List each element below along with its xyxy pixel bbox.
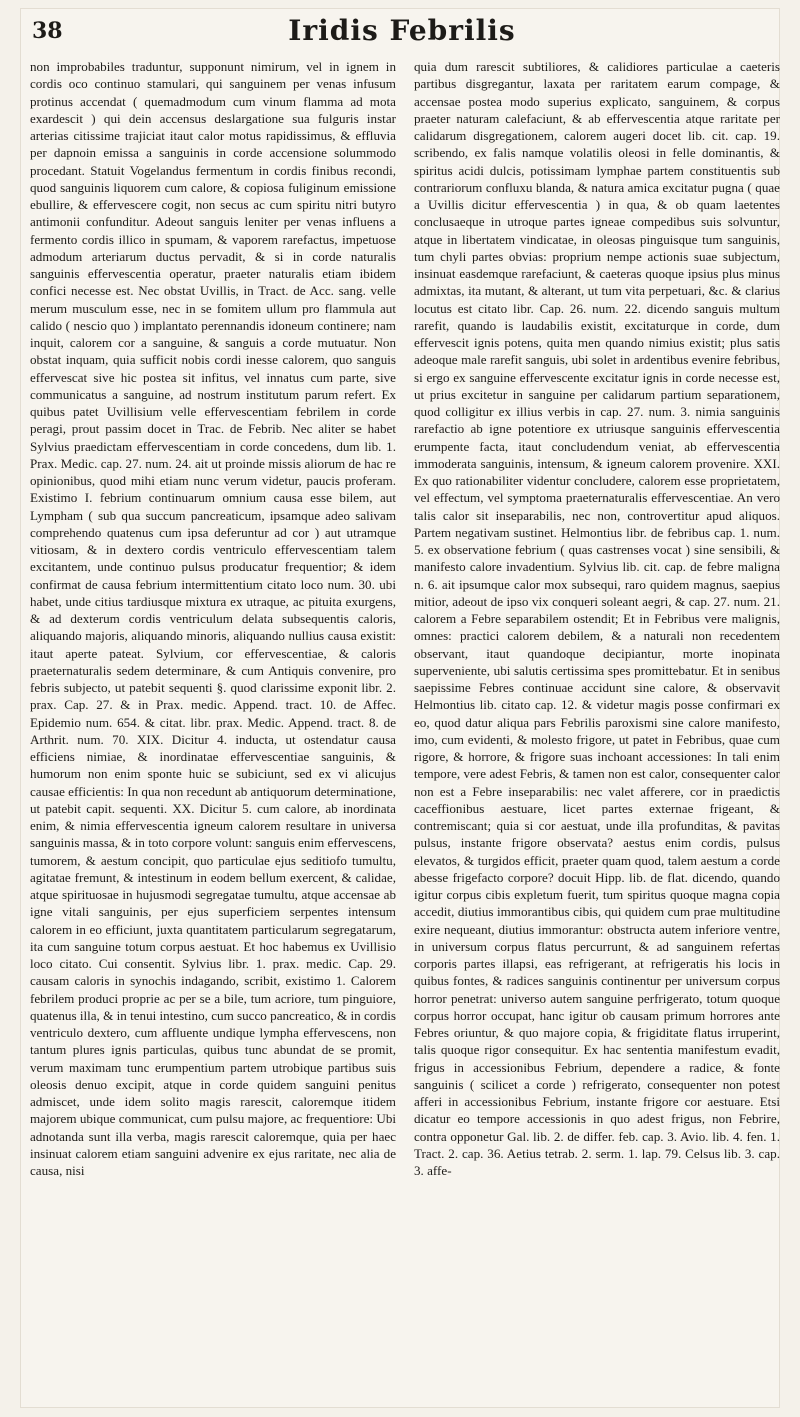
text-columns [30, 58, 780, 1398]
left-column-text: non improbabiles traduntur, supponunt nimirum, vel in ignem in cordis oco continuo stamulari, qui sanguinem per venas infusum protinus accendat ( quemadmodum cum vinum flamma ad mota exardescit ) qui dein accensus deslargatione sua fulguris instar arterias citissime trajiciat itaut calor motus rapidissimus, & effluvia per dapnoin emissa a sanguinis in corde accensione solummodo procedant. Statuit Vogelandus fermentum in cordis finibus recondi, quod sanguinis liquorem cum calore, & copiosa fuliginum emissione ebullire, & effervescere cogit, non secus ac cum spiritu nitri butyro antimonii confunditur. Adeout sanguis leniter per venas influens a fermento cordis illico in spumam, & vaporem rarefactus, impetuose admodum arteriarum ductus pervadit, & si in corde naturalis sanguinis effervescentia operatur, praeter naturalis etiam ibidem confici necesse est. Nec obstat Uvillis, in Tract. de Acc. sang. velle merum musculum esse, nec in se fomitem ullum pro flammula aut calido ( nescio quo ) implantato perennandis idoneum continere; nam inquit, calorem cor a sanguine, & sanguis a corde mutuatur. Non obstat inquam, quia sufficit nobis cordi inesse calorem, quo sanguis effervescat sive hic postea sit infitus, vel innatus cum parte, sive communicatus a sanguine, ad nostrum institutum parum refert. Ex quibus patet Uvillisium velle effervescentiam febrilem in corde peragi, prout passim docet in Trac. de Febrib. Nec aliter se habet Sylvius praedictam effervescentiam in corde concedens, dum lib. 1. Prax. Medic. cap. 27. num. 24. ait ut proinde missis aliorum de hac re opinionibus, quod mihi etiam nunc verum videtur, paucis proferam. Existimo I. febrium continuarum omnium causa esse bilem, aut Lympham ( sub qua succum pancreaticum, ipsamque adeo salivam comprehendo quatenus cum ipsa deferuntur ad cor ) aut utramque vitiosam, & in dextero cordis ventriculo effervescentiam talem excitantem, unde continuo pulsus producatur frequentior; & idem confirmat de causa febrium intermittentium citato loco num. 30. ubi habet, unde citius tardiusque mixtura ex utraque, ac pituita exurgens, & ad dexterum cordis ventriculum delata subsequentis caloris, aliquando majoris, aliquando minoris, aliquando nullius causa existit: itaut aperte pateat. Sylvium, cor effervescentiae, & caloris praeternaturalis sedem determinare, & cum Antiquis convenire, pro febris subjecto, ut patebit sequenti §. quod clarissime exponit libr. 2. prax. Cap. 27. & in Prax. medic. Append. tract. 10. de Affec. Epidemio num. 654. & citat. libr. prax. Medic. Append. tract. 8. de Arthrit. num. 70. XIX. Dicitur 4. inducta, ut ostendatur causa efficiens nimiae, & inordinatae effervescentiae sanguinis, & humorum non enim sponte huic se subiciunt, sed ex vi alicujus causae efficientis: In qua non recedunt ab antiquorum determinatione, ut patebit capit. sequenti. XX. Dicitur 5. cum calore, ab inordinata enim, & nimia effervescentia igneum calorem resultare in universa sanguinis massa, & in toto corpore volunt: sanguis enim effervescens, tumorem, & aestum concipit, quo particulae ejus seditiofo tumultu, agitatae fremunt, & intestinum in eodem bellum exercent, & calidae, atque spirituosae in hujusmodi segregatae tumultu, atque accensae ab igne vitali sanguinis, per ejus superficiem serpentes intensum calorem in eo efficiunt, juxta quantitatem particularum segregatarum, ita cum sanguine totum corpus aestuat. Et hoc habemus ex Uvillisio loco citato. Cui consentit. Sylvius libr. 1. prax. medic. Cap. 29. causam caloris in synochis indagando, scribit, existimo 1. Calorem febrilem produci proprie ac per se a bile, tum acriore, tum pinguiore, quatenus illa, & in tenui intestino, cum succo pancreatico, & in cordis ventriculo dextero, cum affluente undique lympha effervescens, non tantum plures ignis particulas, quibus tunc abundat de se promit, verum maximam tunc erumpentium partem utrobique partibus suis oleosis denuo excipit, atque in corde quidem sanguini penitus admiscet, unde idem solito magis rarescit, caloremque itidem majorem ubique communicat, cum pulsu majore, ac frequentiore: Ubi adnotanda sunt illa verba, magis rarescit caloremque, quia per haec insinuat calorem etiam sanguini advenire ex ejus raritate, nec alia de causa, nisi [30, 59, 396, 1178]
page-number: 38 [32, 18, 63, 44]
right-column [414, 58, 780, 1398]
left-column [30, 58, 396, 1398]
right-column-text: quia dum rarescit subtiliores, & calidiores particulae a caeteris partibus disgregantur, laxata per raritatem earum compage, & accensae postea modo superius explicato, sanguinem, & corpus praeter naturam calefaciunt, & ab effervescentia atque raritate per calidarum disgregationem, calorem augeri docet lib. cit. cap. 19. scribendo, ex falis namque volatilis oleosi in felle dominantis, & spiritus acidi dulcis, potissimam lymphae partem constituentis sub contrariorum confluxu blanda, & natura amica excitatur pugna ( quae a Uvillis dicitur effervescentia ) in qua, & ob quam laetentes conclusaeque in utroque partes igneae compedibus suis solvuntur, atque in libertatem vindicatae, in oleosas pinguisque tum sanguinis, tum chyli partes obvias: proprium nempe actionis suae subjectum, insinuat easdemque rarefaciunt, & caeteras quoque ipsius plus minus admixtas, ita mutant, & alterant, ut tum vita perpetuari, &c. & clarius locutus est citato libr. Cap. 26. num. 22. dicendo sanguis multum rarefit, quando is laudabilis existit, excitaturque in corde, dum effervescit ignis potens, quita men quando nimius existit; plus satis adeoque male rarefit sanguis, ubi solet in ardentibus evenire febribus, si ergo ex sanguine effervescente excitatur ignis in corde necesse est, ut prius excitetur in sanguine per calidarum partium separationem, quod colligitur ex illius verbis in cap. 27. num. 3. nimia sanguinis rarefactio ab igne potentiore ex utriusque sanguinis effervescentia erumpente facta, itaut concludendum veniat, ab effervescentia immoderata sanguinis, intensum, & igneum calorem provenire. XXI. Ex quo rationabiliter videntur concludere, calorem esse proprietatem, vel effectum, vel symptoma praeternaturalis effervescentiae. An vero talis calor sit inseparabilis, nec non, controvertitur apud aliquos. Partem negativam sustinet. Helmontius libr. de febribus cap. 1. num. 5. ex observatione febrium ( quas castrenses vocat ) sine sensibili, & manifesto calore invadentium. Sylvius lib. cit. cap. de febre maligna n. 6. ait ipsumque calor mox subsequi, raro quidem magnus, saepius mitior, adeout de ipso vix conqueri soleant aegri, & cap. 27. num. 21. calorem a Febre separabilem ostendit; Et in Febribus vere malignis, omnes: practici calorem debilem, & a naturali non recedentem observant, itaut quandoque decipiantur, morte inopinata superveniente, ubi salutis certissima spes promittebatur. Et in senibus saepissime Febres continuae accidunt sine calore, & observavit Helmontius lib. citato cap. 12. & videtur magis posse confirmari ex eo, quod datur aliqua pars Febrilis paroxismi sine calore manifesto, imo, cum evidenti, & molesto frigore, ut patet in Febribus, quae cum rigore, & horrore, & frigore suas inchoant accessiones: In tali enim tempore, vere adest Febris, & tamen non est calor, consequenter calor non est a Febre inseparabilis: nec valet afferere, cor in praedictis caceffionibus aestuare, licet partes externae frigeant, & contremiscant; quia si cor aestuat, unde illa profunditas, & pavitas pulsus, instante frigore observata? aestus enim cordis, pulsus elevatos, & turgidos efficit, praeter quam quod, talem aestum a corde abesse frigefacto corpore? docuit Hipp. lib. de flat. dicendo, quando igitur corpus cibis expletum fuerit, tum spiritus quoque magna copia accedit, diutius immorantibus cibis, qui quidem cum prae multitudine exire nequeant, diutius immorantur: obstructa autem inferiore ventre, in universum corpus flatus percurrunt, & ad sanguinem refertas corporis partes illapsi, eas refrigerant, at refrigeratis his locis in quibus fontes, & radices sanguinis continentur per universum corpus horror penetrat: universo autem sanguine perfrigerato, totum quoque corpus horror occupat, hanc igitur ob causam primum horrores ante Febres oriuntur, & quo majore copia, & frigiditate flatus irruperint, talis quoque rigor consequitur. Ex hac sententia manifestum evadit, frigus in accessionibus Febrium, dependere a radice, & fonte sanguinis ( scilicet a corde ) refrigerato, consequenter non potest afferi in accessionibus Febrium, instante frigore cor aestuare. Etsi dicatur eo tempore accessionis in quo adest frigus, non Febrire, contra opponetur Gal. lib. 2. de differ. feb. cap. 3. Avio. lib. 4. fen. 1. Tract. 2. cap. 36. Aetius tetrab. 2. serm. 1. lap. 79. Celsus lib. 3. cap. 3. affe- [414, 59, 780, 1178]
running-title: Iridis Febrilis [288, 14, 516, 47]
page-header [32, 8, 772, 52]
book-page [20, 8, 780, 1408]
